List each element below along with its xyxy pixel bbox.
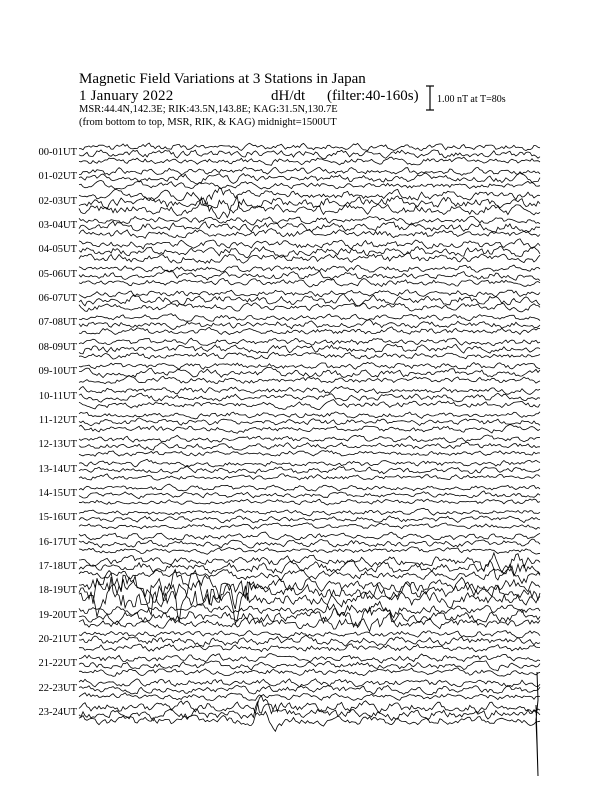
trace-KAG-14-15UT — [79, 484, 540, 491]
trace-MSR-03-04UT — [79, 229, 540, 239]
trace-MSR-01-02UT — [79, 180, 540, 189]
trace-MSR-08-09UT — [79, 352, 540, 359]
trace-MSR-21-22UT — [79, 668, 540, 677]
trace-KAG-10-11UT — [79, 386, 540, 394]
row-04-05UT — [79, 239, 540, 263]
trace-MSR-07-08UT — [79, 327, 540, 335]
trace-order-note: (from bottom to top, MSR, RIK, & KAG) midnight=1500UT — [79, 117, 337, 128]
end-spike-trace — [536, 672, 538, 776]
row-08-09UT — [79, 338, 540, 359]
trace-MSR-16-17UT — [79, 547, 540, 555]
trace-KAG-22-23UT — [79, 679, 540, 687]
scale-bar — [426, 86, 434, 110]
hour-label: 20-21UT — [38, 634, 77, 645]
row-03-04UT — [79, 216, 540, 238]
trace-MSR-12-13UT — [79, 451, 540, 457]
hour-label: 18-19UT — [38, 585, 77, 597]
trace-RIK-07-08UT — [79, 320, 540, 330]
trace-MSR-20-21UT — [79, 644, 540, 652]
trace-RIK-09-10UT — [79, 367, 540, 377]
trace-MSR-06-07UT — [79, 303, 540, 312]
row-12-13UT — [79, 435, 540, 456]
trace-KAG-09-10UT — [79, 362, 540, 369]
trace-KAG-07-08UT — [79, 314, 540, 322]
hour-label: 04-05UT — [38, 244, 77, 256]
trace-KAG-11-12UT — [79, 412, 540, 419]
row-05-06UT — [79, 265, 540, 287]
trace-KAG-17-18UT — [79, 553, 540, 573]
hour-label: 05-06UT — [38, 268, 77, 280]
trace-KAG-00-01UT — [79, 143, 540, 151]
chart-filter: (filter:40-160s) — [327, 88, 419, 104]
trace-MSR-00-01UT — [79, 157, 540, 165]
trace-RIK-13-14UT — [79, 466, 540, 473]
row-01-02UT — [79, 167, 540, 189]
hour-label: 22-23UT — [38, 682, 77, 694]
trace-KAG-15-16UT — [79, 508, 540, 516]
hour-label: 03-04UT — [38, 220, 77, 232]
trace-MSR-04-05UT — [79, 253, 540, 263]
trace-RIK-22-23UT — [79, 685, 540, 694]
scale-bar-label: 1.00 nT at T=80s — [437, 94, 506, 105]
row-23-24UT — [79, 696, 540, 732]
trace-KAG-05-06UT — [79, 265, 540, 272]
hour-label: 19-20UT — [38, 609, 77, 621]
trace-MSR-14-15UT — [79, 499, 540, 505]
trace-MSR-22-23UT — [79, 693, 540, 701]
row-14-15UT — [79, 484, 540, 505]
trace-KAG-16-17UT — [79, 532, 540, 540]
trace-RIK-14-15UT — [79, 491, 540, 499]
trace-KAG-20-21UT — [79, 631, 540, 638]
trace-MSR-10-11UT — [79, 400, 540, 410]
row-16-17UT — [79, 532, 540, 554]
trace-KAG-08-09UT — [79, 338, 540, 346]
trace-RIK-01-02UT — [79, 173, 540, 184]
row-09-10UT — [79, 362, 540, 383]
trace-RIK-00-01UT — [79, 150, 540, 159]
trace-RIK-11-12UT — [79, 418, 540, 426]
row-06-07UT — [79, 290, 540, 312]
trace-RIK-15-16UT — [79, 516, 540, 523]
hour-label: 15-16UT — [38, 512, 77, 524]
trace-KAG-18-19UT — [79, 570, 540, 604]
hour-label: 08-09UT — [38, 341, 77, 353]
trace-RIK-12-13UT — [79, 442, 540, 450]
trace-RIK-08-09UT — [79, 344, 540, 354]
row-22-23UT — [79, 679, 540, 701]
row-10-11UT — [79, 386, 540, 409]
hour-label: 16-17UT — [38, 536, 77, 548]
trace-KAG-01-02UT — [79, 167, 540, 175]
station-list: MSR:44.4N,142.3E; RIK:43.5N,143.8E; KAG:31.5N,130.7E — [79, 104, 338, 115]
trace-MSR-15-16UT — [79, 523, 540, 529]
chart-title: Magnetic Field Variations at 3 Stations in Japan — [79, 71, 366, 87]
hour-label: 14-15UT — [38, 487, 77, 499]
hour-label: 00-01UT — [38, 147, 77, 158]
row-13-14UT — [79, 459, 540, 480]
hour-label: 12-13UT — [38, 439, 77, 451]
hour-label: 07-08UT — [38, 317, 77, 329]
trace-KAG-06-07UT — [79, 290, 540, 298]
trace-KAG-12-13UT — [79, 435, 540, 443]
trace-KAG-03-04UT — [79, 216, 540, 225]
row-19-20UT — [79, 601, 540, 631]
chart-quantity: dH/dt — [271, 88, 306, 104]
trace-MSR-05-06UT — [79, 278, 540, 287]
row-20-21UT — [79, 631, 540, 652]
hour-label: 09-10UT — [38, 366, 77, 378]
row-15-16UT — [79, 508, 540, 529]
trace-MSR-11-12UT — [79, 425, 540, 434]
hour-label: 13-14UT — [38, 463, 77, 475]
trace-RIK-04-05UT — [79, 247, 540, 258]
hour-label: 21-22UT — [38, 658, 77, 670]
trace-RIK-05-06UT — [79, 270, 540, 281]
chart-date: 1 January 2022 — [79, 88, 174, 104]
trace-KAG-13-14UT — [79, 459, 540, 467]
trace-KAG-21-22UT — [79, 654, 540, 663]
trace-MSR-13-14UT — [79, 474, 540, 480]
hour-label: 10-11UT — [38, 390, 77, 402]
trace-RIK-10-11UT — [79, 393, 540, 402]
row-21-22UT — [79, 654, 540, 677]
row-07-08UT — [79, 314, 540, 335]
hour-label: 17-18UT — [38, 560, 77, 572]
hour-label: 01-02UT — [38, 171, 77, 183]
hour-label: 06-07UT — [38, 293, 77, 305]
row-02-03UT — [79, 188, 540, 219]
row-11-12UT — [79, 412, 540, 434]
trace-MSR-17-18UT — [79, 566, 540, 583]
trace-RIK-16-17UT — [79, 539, 540, 548]
hour-label: 02-03UT — [38, 195, 77, 207]
hour-label: 23-24UT — [38, 707, 77, 719]
hour-label: 11-12UT — [38, 414, 77, 426]
row-00-01UT — [79, 143, 540, 165]
